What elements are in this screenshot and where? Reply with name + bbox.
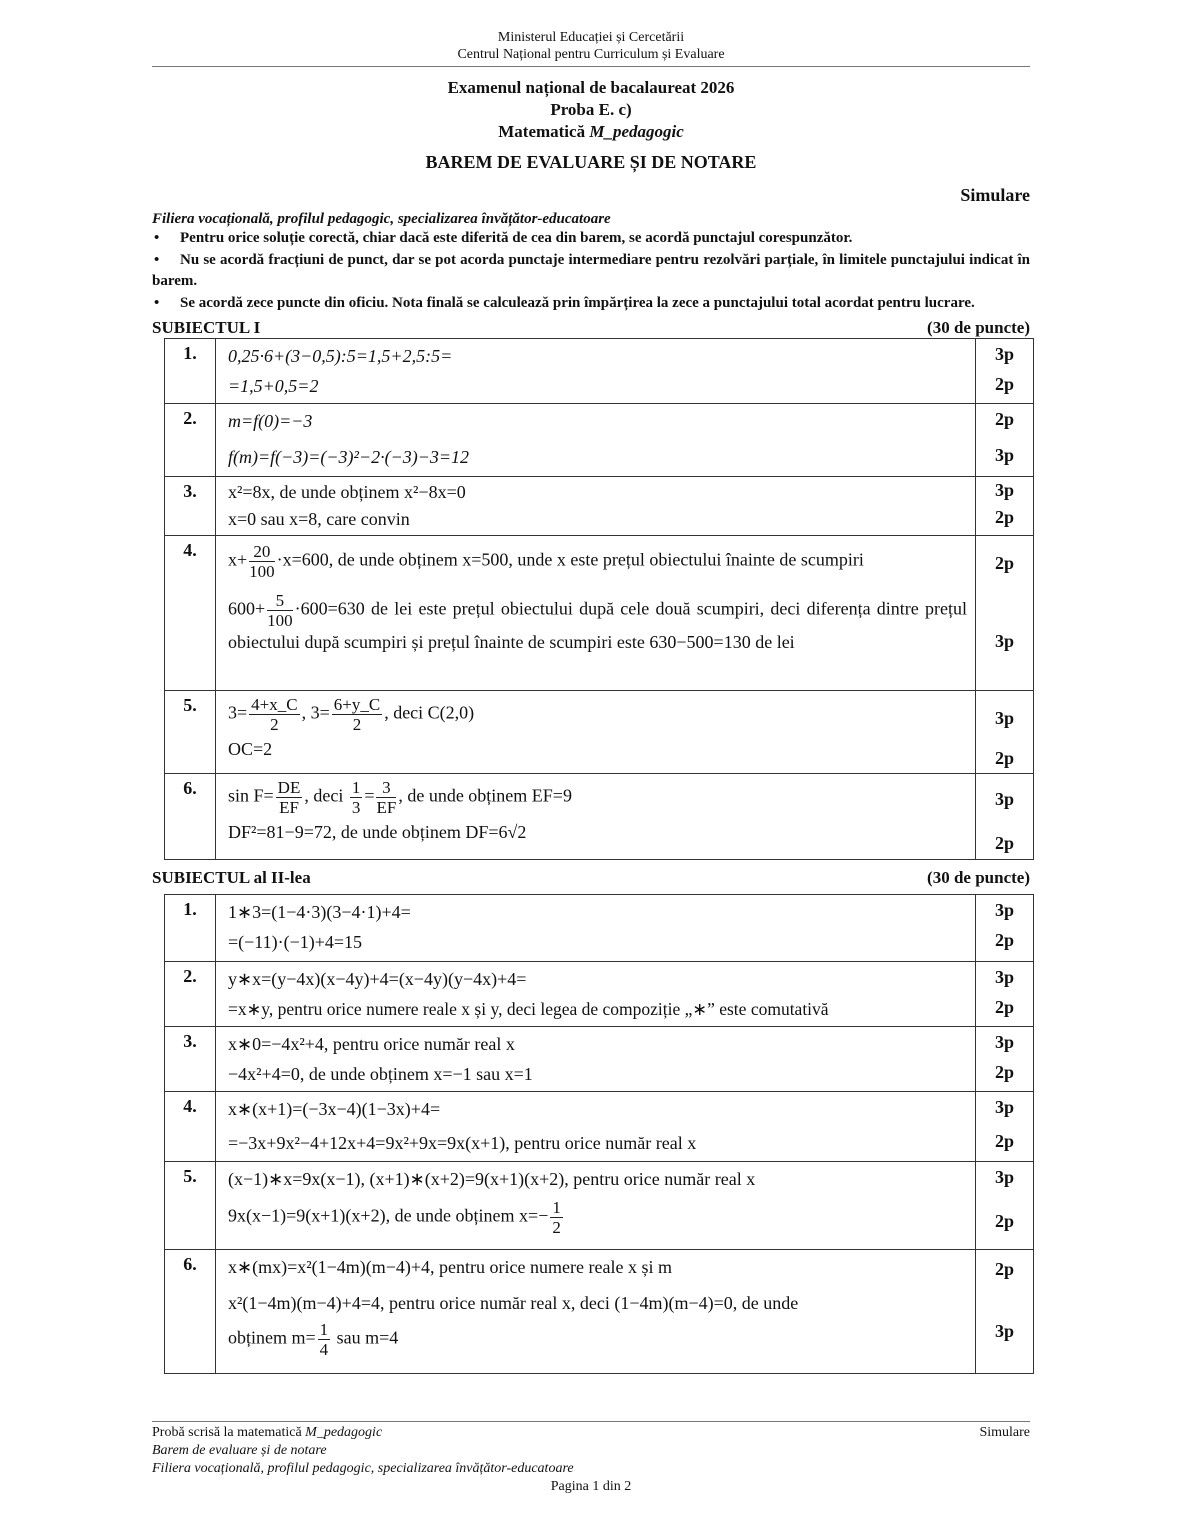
item-content [216,339,976,404]
numerator: 4+x_C [251,695,298,714]
subject-profile: M_pedagogic [589,122,684,141]
item-line: −4x²+4=0, de unde obținem x=−1 sau x=1 [228,1064,533,1084]
table-row [165,774,1034,860]
item-number: 5. [165,691,216,774]
subject-2-table [164,894,1034,1374]
points-value: 3p [994,708,1014,728]
item-points [976,691,1034,774]
item-points [976,477,1034,536]
table-row [165,691,1034,774]
footer-line-3 [152,1460,1030,1478]
page-footer [152,1421,1030,1496]
fraction [350,778,363,817]
item-line: (x−1)∗x=9x(x−1), (x+1)∗(x+2)=9(x+1)(x+2), pentru orice număr real x [228,1169,756,1189]
item-line: =(−11)·(−1)+4=15 [228,932,363,952]
table-row [165,1027,1034,1092]
ministry-name: Ministerul Educației și Cercetării [497,30,685,45]
fraction [249,695,299,734]
item-line [228,538,967,581]
points-value: 2p [994,833,1014,853]
item-line: =1,5+0,5=2 [228,376,319,396]
numerator: 1 [552,1198,561,1217]
note-2 [152,250,1030,293]
item-line: x∗0=−4x²+4, pentru orice număr real x [228,1034,515,1054]
simulare-label: Simulare [960,185,1030,205]
footer-line-2 [152,1442,1030,1460]
table-row [165,1250,1034,1374]
expr-part: 9x(x−1)=9(x+1)(x+2), de unde obținem x=− [228,1205,549,1226]
proba-title: Proba E. c) [550,100,632,119]
expr-part: 3= [228,702,248,723]
points-value: 3p [994,344,1014,364]
item-points [976,895,1034,962]
expr-part: , deci C(2,0) [384,702,475,723]
subject-2-points: (30 de puncte) [927,868,1030,887]
numerator: 20 [249,542,275,562]
filiera-line: Filiera vocațională, profilul pedagogic, specializarea învățător-educatoare [152,211,611,227]
points-value: 3p [994,967,1014,987]
footer-barem: Barem de evaluare și de notare [152,1443,327,1458]
item-line: x²(1−4m)(m−4)+4=4, pentru orice număr real x, deci (1−4m)(m−4)=0, de unde [228,1293,799,1313]
fraction [550,1198,563,1237]
item-points [976,1092,1034,1162]
subject-prefix: Matematică [498,122,590,141]
denominator: 4 [319,1340,329,1359]
item-line: x∗(x+1)=(−3x−4)(1−3x)+4= [228,1099,441,1119]
item-number: 5. [165,1162,216,1250]
note-text: Se acordă zece puncte din oficiu. Nota finală se calculează prin împărțirea la zece a punctajului total acordat pentru lucrare. [180,294,975,311]
numerator: 1 [351,778,361,797]
note-3 [152,293,1030,315]
points-value: 3p [994,1167,1014,1187]
denominator: EF [376,798,397,817]
center-name: Centrul Național pentru Curriculum și Evaluare [457,47,725,62]
fraction [276,778,303,817]
item-content [216,477,976,536]
item-number: 4. [165,1092,216,1162]
note-text: Pentru orice soluție corectă, chiar dacă este diferită de cea din barem, se acordă punctajul corespunzător. [180,230,853,246]
item-number: 2. [165,962,216,1027]
table-row [165,962,1034,1027]
item-points [976,774,1034,860]
numerator: 6+y_C [333,695,381,714]
points-value: 2p [994,1211,1014,1231]
item-points [976,404,1034,477]
denominator: 100 [267,611,293,630]
item-points [976,1027,1034,1092]
subject-2-heading [152,868,1030,888]
bullet: • [154,230,160,246]
subject-1-heading [152,318,1030,338]
item-points [976,1250,1034,1374]
item-line: DF²=81−9=72, de unde obținem DF=6√2 [228,822,527,842]
header [152,29,1030,63]
item-line: x²=8x, de unde obținem x²−8x=0 [228,482,466,502]
footer-filiera: Filiera vocațională, profilul pedagogic, specializarea învățător-educatoare [152,1461,574,1476]
item-line: 0,25·6+(3−0,5):5=1,5+2,5:5= [228,346,453,366]
points-value: 2p [994,507,1014,527]
item-number: 3. [165,477,216,536]
item-content [216,1162,976,1250]
item-line: =x∗y, pentru orice numere reale x și y, deci legea de compoziție „∗” este comutativă [228,999,829,1019]
numerator: 3 [376,778,396,798]
denominator: EF [279,798,299,817]
expr-part: sau m=4 [332,1327,399,1348]
points-value: 2p [994,1062,1014,1082]
document-page [152,0,1030,1494]
points-value: 2p [994,553,1014,573]
subject-2-title: SUBIECTUL al II-lea [152,868,311,887]
item-number: 4. [165,536,216,691]
denominator: 2 [270,715,279,734]
points-value: 2p [994,1259,1014,1279]
points-value: 3p [994,900,1014,920]
exam-titles [152,77,1030,143]
bullet: • [154,294,160,311]
item-number: 2. [165,404,216,477]
item-line: x=0 sau x=8, care convin [228,509,410,529]
item-line: OC=2 [228,739,273,759]
item-line: m=f(0)=−3 [228,411,313,431]
bullet: • [154,251,160,268]
item-line [228,776,967,817]
table-row [165,1092,1034,1162]
numerator: DE [277,778,301,797]
subject-1-title: SUBIECTUL I [152,318,261,337]
denominator: 3 [351,798,361,817]
fraction [249,542,275,581]
points-value: 3p [994,480,1014,500]
points-value: 3p [994,1321,1014,1341]
item-line: 1∗3=(1−4·3)(3−4·1)+4= [228,902,411,922]
subject-title [152,121,1030,143]
item-line [228,693,967,734]
denominator: 100 [249,562,275,581]
item-line [228,1320,967,1359]
note-1 [152,228,1030,250]
expr-part: , 3= [301,702,330,723]
footer-profile: M_pedagogic [305,1425,383,1440]
numerator: 5 [267,591,293,611]
item-content [216,1250,976,1374]
item-content [216,962,976,1027]
subject-1-table [164,338,1034,860]
table-row [165,895,1034,962]
item-points [976,962,1034,1027]
item-content [216,691,976,774]
item-content [216,404,976,477]
points-value: 3p [994,445,1014,465]
points-value: 3p [994,631,1014,651]
expr-part: ·600=630 de lei este prețul obiectului după cele două scumpiri, deci diferența dintre prețul obiectului după scumpiri și prețul înainte de scumpiri este 630−500=130 de lei [228,598,967,652]
denominator: 2 [352,715,362,734]
expr-part: sin F= [228,785,274,806]
item-line [228,591,967,654]
item-number: 1. [165,339,216,404]
points-value: 2p [994,409,1014,429]
item-line: x∗(mx)=x²(1−4m)(m−4)+4, pentru orice numere reale x și m [228,1257,672,1277]
item-points [976,536,1034,691]
points-value: 2p [994,748,1014,768]
points-value: 2p [994,997,1014,1017]
item-content [216,895,976,962]
table-row [165,536,1034,691]
fraction [332,695,382,734]
item-content [216,1092,976,1162]
expr-part: 600+ [228,598,266,619]
barem-title: BAREM DE EVALUARE ȘI DE NOTARE [425,152,757,172]
item-number: 6. [165,774,216,860]
item-number: 6. [165,1250,216,1374]
item-number: 3. [165,1027,216,1092]
fraction [267,591,293,630]
item-line: f(m)=f(−3)=(−3)²−2·(−3)−3=12 [228,447,470,467]
footer-simulare: Simulare [979,1425,1030,1440]
exam-title: Examenul național de bacalaureat 2026 [447,78,735,97]
expr-part: x+ [228,549,248,570]
footer-prefix: Probă scrisă la matematică [152,1425,306,1440]
fraction [318,1320,331,1359]
points-value: 3p [994,1032,1014,1052]
item-number: 1. [165,895,216,962]
footer-line-1 [152,1424,1030,1442]
numerator: 1 [319,1320,329,1339]
points-value: 3p [994,1097,1014,1117]
expr-part: = [364,785,375,806]
denominator: 2 [552,1218,561,1237]
item-line [228,1198,967,1237]
expr-part: obținem m= [228,1327,316,1348]
subject-1-points: (30 de puncte) [927,318,1030,337]
item-line: y∗x=(y−4x)(x−4y)+4=(x−4y)(y−4x)+4= [228,969,527,989]
table-row [165,404,1034,477]
note-text: Nu se acordă fracțiuni de punct, dar se pot acorda punctaje intermediare pentru rezolvări parțiale, în limitele punctajului indicat în barem. [152,251,1030,289]
table-row [165,477,1034,536]
item-points [976,339,1034,404]
expr-part: , de unde obținem EF=9 [398,785,572,806]
page-number: Pagina 1 din 2 [550,1479,632,1494]
table-row [165,339,1034,404]
points-value: 2p [994,1131,1014,1151]
item-content [216,536,976,691]
item-content [216,1027,976,1092]
item-line: =−3x+9x²−4+12x+4=9x²+9x=9x(x+1), pentru orice număr real x [228,1133,697,1153]
expr-part: ·x=600, de unde obținem x=500, unde x este prețul obiectului înainte de scumpiri [276,549,864,570]
points-value: 2p [994,374,1014,394]
table-row [165,1162,1034,1250]
points-value: 2p [994,930,1014,950]
item-points [976,1162,1034,1250]
header-divider [152,66,1030,67]
points-value: 3p [994,789,1014,809]
fraction [376,778,396,817]
item-content [216,774,976,860]
expr-part: , deci [304,785,348,806]
